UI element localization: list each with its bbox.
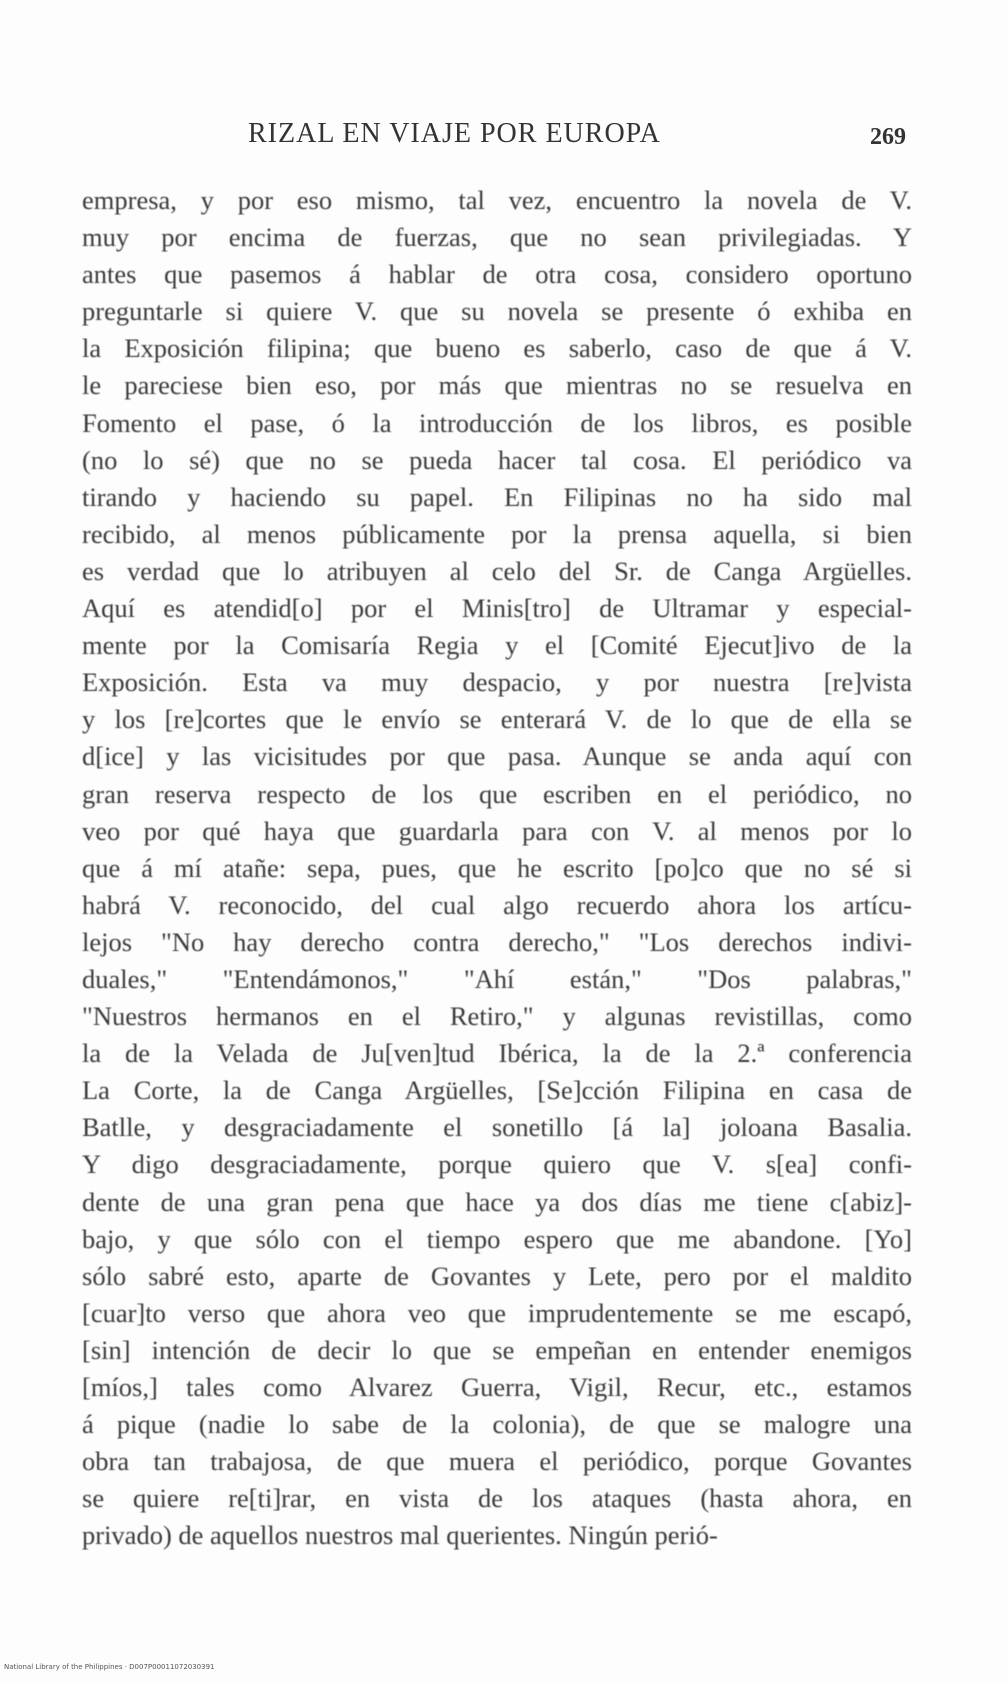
page-header (80, 118, 910, 158)
text-line: "Nuestros hermanos en el Retiro," y algunas revistillas, como (82, 1001, 912, 1032)
text-line: habrá V. reconocido, del cual algo recuerdo ahora los artícu- (82, 889, 912, 920)
text-line: d[ice] y las vicisitudes por que pasa. Aunque se anda aquí con (82, 741, 912, 772)
running-title: RIZAL EN VIAJE POR EUROPA (248, 118, 661, 149)
text-line: empresa, y por eso mismo, tal vez, encuentro la novela de V. (82, 185, 912, 215)
text-line: es verdad que lo atribuyen al celo del Sr. de Canga Argüelles. (82, 555, 912, 586)
text-line: que á mí atañe: sepa, pues, que he escrito [po]co que no sé si (82, 852, 912, 883)
text-line: recibido, al menos públicamente por la prensa aquella, si bien (82, 518, 912, 549)
text-line: la Exposición filipina; que bueno es saberlo, caso de que á V. (82, 333, 912, 364)
text-line: se quiere re[ti]rar, en vista de los ataques (hasta ahora, en (82, 1483, 912, 1514)
text-line: le pareciese bien eso, por más que mientras no se resuelva en (82, 370, 912, 401)
text-line: privado) de aquellos nuestros mal querientes. Ningún perió- (82, 1520, 718, 1551)
text-line: dente de una gran pena que hace ya dos días me tiene c[abiz]- (82, 1186, 912, 1217)
text-line: duales," "Entendámonos," "Ahí están," "Dos palabras," (82, 963, 912, 994)
library-footer-note: National Library of the Philippines · D007P00011072030391 (4, 1663, 215, 1671)
text-line: Aquí es atendid[o] por el Minis[tro] de Ultramar y especial- (82, 593, 912, 624)
text-line: [míos,] tales como Alvarez Guerra, Vigil, Recur, etc., estamos (82, 1372, 912, 1402)
text-line: y los [re]cortes que le envío se enterará V. de lo que de ella se (82, 704, 912, 735)
text-line: veo por qué haya que guardarla para con V. al menos por lo (82, 815, 912, 846)
text-line: á pique (nadie lo sabe de la colonia), de que se malogre una (82, 1409, 912, 1440)
text-line: preguntarle si quiere V. que su novela se presente ó exhiba en (82, 296, 912, 327)
text-line: Fomento el pase, ó la introducción de los libros, es posible (82, 407, 912, 438)
text-line: gran reserva respecto de los que escriben en el periódico, no (82, 778, 912, 809)
text-line: muy por encima de fuerzas, que no sean privilegiadas. Y (82, 222, 912, 253)
body-text (82, 182, 912, 1554)
text-line: La Corte, la de Canga Argüelles, [Se]cción Filipina en casa de (82, 1075, 912, 1106)
text-line: antes que pasemos á hablar de otra cosa, considero oportuno (82, 259, 912, 290)
text-line: lejos "No hay derecho contra derecho," "Los derechos indivi- (82, 926, 912, 957)
text-line: Batlle, y desgraciadamente el sonetillo [á la] joloana Basalia. (82, 1112, 912, 1143)
text-line: la de la Velada de Ju[ven]tud Ibérica, la de la 2.ª conferencia (82, 1038, 912, 1069)
text-line: Y digo desgraciadamente, porque quiero que V. s[ea] confi- (82, 1149, 912, 1180)
text-line: (no lo sé) que no se pueda hacer tal cosa. El periódico va (82, 444, 912, 475)
text-line: obra tan trabajosa, de que muera el periódico, porque Govantes (82, 1446, 912, 1477)
text-line: [sin] intención de decir lo que se empeñan en entender enemigos (82, 1334, 912, 1365)
text-line: mente por la Comisaría Regia y el [Comité Ejecut]ivo de la (82, 630, 912, 661)
text-line: Exposición. Esta va muy despacio, y por nuestra [re]vista (82, 667, 912, 698)
text-line: [cuar]to verso que ahora veo que imprudentemente se me escapó, (82, 1297, 912, 1328)
text-line: bajo, y que sólo con el tiempo espero que me abandone. [Yo] (82, 1223, 912, 1254)
page-number: 269 (870, 124, 906, 150)
text-line: tirando y haciendo su papel. En Filipinas no ha sido mal (82, 481, 912, 512)
text-line: sólo sabré esto, aparte de Govantes y Lete, pero por el maldito (82, 1260, 912, 1291)
